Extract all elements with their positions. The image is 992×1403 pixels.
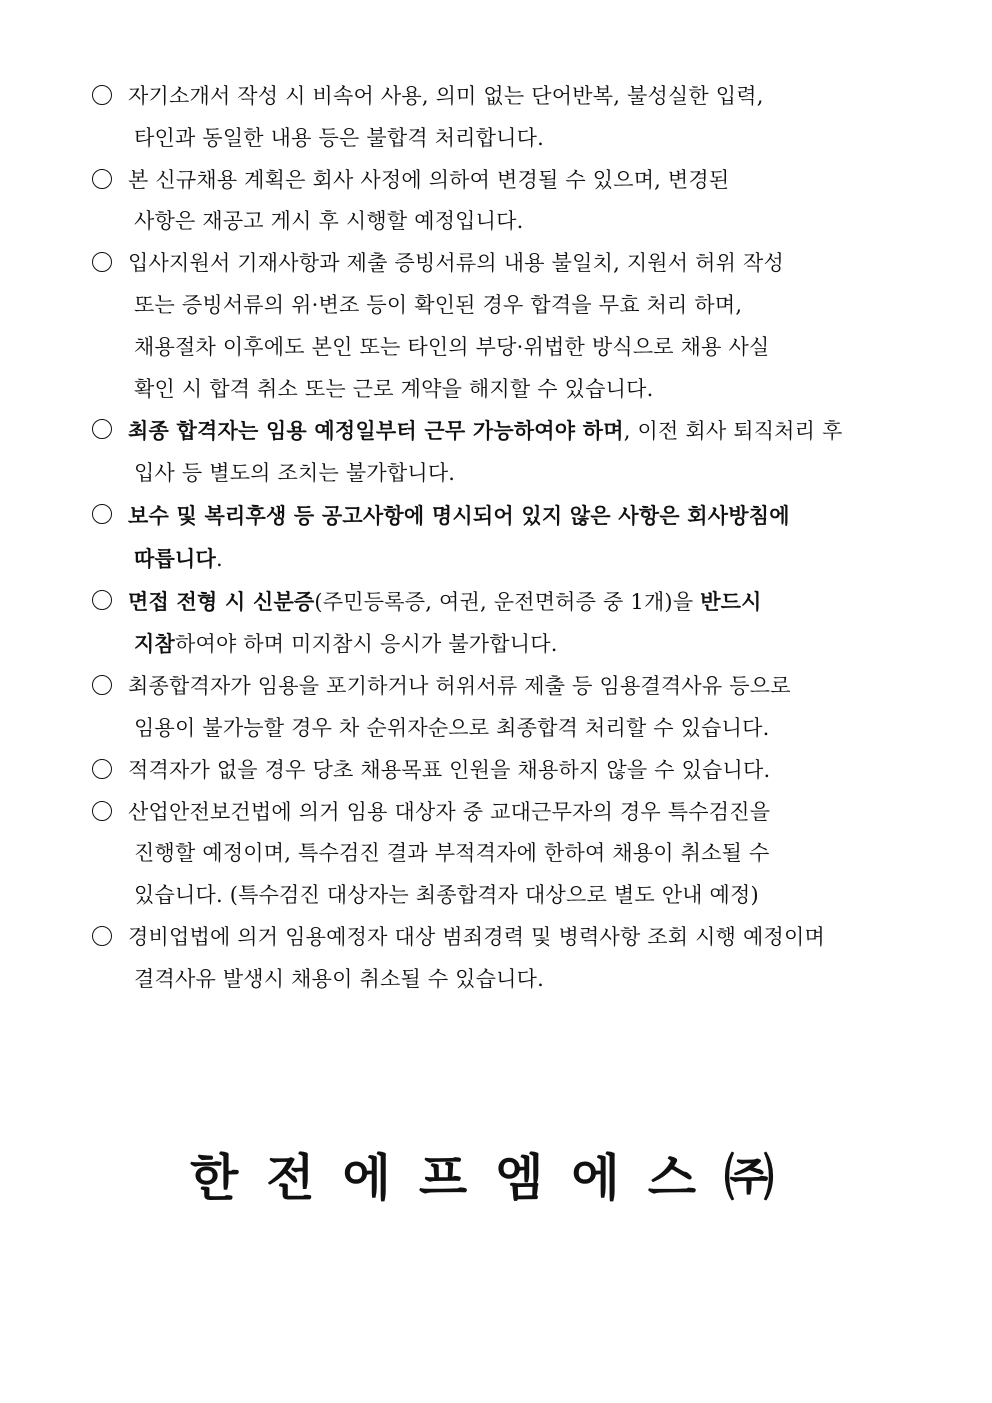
notice-line [128,708,912,750]
notice-item [92,581,912,667]
notice-item [92,76,912,160]
notice-line [128,959,912,1001]
notice-list [92,76,912,1001]
circle-bullet-icon [92,169,112,189]
notice-line [128,623,912,666]
notice-text: 적격자가 없을 경우 당초 채용목표 인원을 채용하지 않을 수 있습니다. [128,757,771,782]
notice-text: 진행할 예정이며, 특수검진 결과 부적격자에 한하여 채용이 취소될 수 [134,841,770,866]
notice-line [128,327,912,369]
notice-item [92,792,912,917]
notice-item [92,243,912,410]
notice-text: 임용이 불가능할 경우 차 순위자순으로 최종합격 처리할 수 있습니다. [134,715,770,740]
notice-line [128,538,912,581]
notice-line [128,875,912,917]
circle-bullet-icon [92,801,112,821]
notice-item [92,666,912,750]
notice-line [128,243,912,285]
notice-item [92,160,912,244]
notice-text: 하여야 하며 미지참시 응시가 불가합니다. [174,632,558,657]
notice-text: 확인 시 합격 취소 또는 근로 계약을 해지할 수 있습니다. [134,376,654,401]
notice-line [128,76,912,118]
notice-text: . [215,546,223,571]
notice-text: 자기소개서 작성 시 비속어 사용, 의미 없는 단어반복, 불성실한 입력, [128,84,764,108]
notice-line [128,453,912,495]
circle-bullet-icon [92,419,112,439]
notice-text: 최종합격자가 임용을 포기하거나 허위서류 제출 등 임용결격사유 등으로 [128,674,791,699]
notice-text: 경비업법에 의거 임용예정자 대상 범죄경력 및 병력사항 조회 시행 예정이며 [128,924,825,949]
circle-bullet-icon [92,759,112,779]
notice-line [128,581,912,624]
notice-line [128,792,912,834]
notice-line [128,666,912,708]
notice-item [92,410,912,495]
notice-text: 타인과 동일한 내용 등은 불합격 처리합니다. [134,125,544,150]
notice-text-bold: 지참 [134,631,175,657]
notice-line [128,833,912,875]
notice-text: 있습니다. (특수검진 대상자는 최종합격자 대상으로 별도 안내 예정) [134,883,759,908]
circle-bullet-icon [92,675,112,695]
notice-line [128,917,912,959]
notice-item [92,495,912,581]
notice-text: 입사지원서 기재사항과 제출 증빙서류의 내용 불일치, 지원서 허위 작성 [128,251,784,276]
circle-bullet-icon [92,926,112,946]
notice-text-bold: 따릅니다 [134,545,216,571]
notice-line [128,285,912,327]
notice-text: 입사 등 별도의 조치는 불가합니다. [134,461,456,486]
notice-line [128,160,912,202]
notice-text-bold: 보수 및 복리후생 등 공고사항에 명시되어 있지 않은 사항은 회사방침에 [128,502,790,528]
notice-line [128,750,912,792]
notice-text-bold: 반드시 [700,588,762,614]
notice-line [128,118,912,160]
notice-line [128,369,912,411]
notice-text: 채용절차 이후에도 본인 또는 타인의 부당·위법한 방식으로 채용 사실 [134,334,770,359]
circle-bullet-icon [92,504,112,524]
notice-text: 산업안전보건법에 의거 임용 대상자 중 교대근무자의 경우 특수검진을 [128,799,771,824]
circle-bullet-icon [92,590,112,610]
notice-text: 또는 증빙서류의 위·변조 등이 확인된 경우 합격을 무효 처리 하며, [134,292,743,317]
circle-bullet-icon [92,252,112,272]
notice-line [128,495,912,538]
notice-text: 사항은 재공고 게시 후 시행할 예정입니다. [134,209,524,234]
notice-item [92,917,912,1001]
notice-text: 결격사유 발생시 채용이 취소될 수 있습니다. [134,966,544,991]
notice-item [92,750,912,792]
notice-text-bold: 면접 전형 시 신분증 [128,588,315,614]
company-name: 한전에프엠에스㈜ [189,1148,803,1207]
notice-text: 본 신규채용 계획은 회사 사정에 의하여 변경될 수 있으며, 변경된 [128,167,730,192]
notice-line [128,201,912,243]
notice-line [128,410,912,453]
notice-text: , 이전 회사 퇴직처리 후 [623,419,843,444]
circle-bullet-icon [92,85,112,105]
notice-text: (주민등록증, 여권, 운전면허증 중 1개)을 [314,589,701,614]
notice-text-bold: 최종 합격자는 임용 예정일부터 근무 가능하여야 하며 [128,418,624,444]
